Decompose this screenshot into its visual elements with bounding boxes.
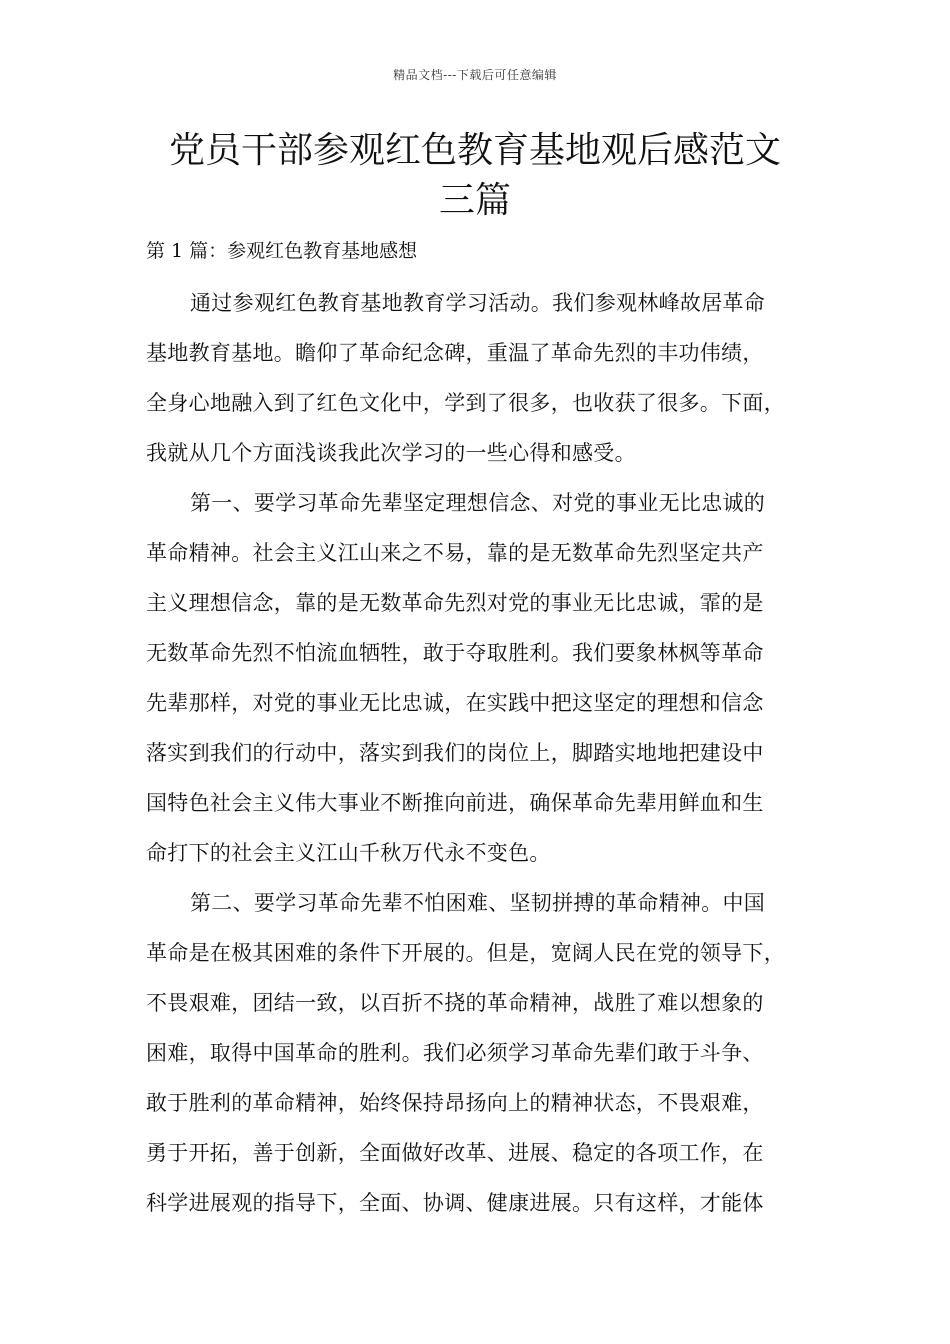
paragraph-line: 困难，取得中国革命的胜利。我们必须学习革命先辈们敢于斗争、 (146, 1041, 764, 1065)
section-heading: 第 1 篇：参观红色教育基地感想 (146, 240, 418, 262)
body-text (146, 278, 818, 1228)
paragraph-line: 无数革命先烈不怕流血牺牲，敢于夺取胜利。我们要象林枫等革命 (146, 641, 764, 665)
paragraph-line: 我就从几个方面浅谈我此次学习的一些心得和感受。 (146, 441, 636, 465)
title-line-1: 党员干部参观红色教育基地观后感范文 (168, 130, 781, 171)
paragraph-line: 先辈那样，对党的事业无比忠诚，在实践中把这坚定的理想和信念 (146, 691, 764, 715)
paragraph-line: 革命是在极其困难的条件下开展的。但是，宽阔人民在党的领导下， (146, 941, 785, 965)
paragraph-line: 国特色社会主义伟大事业不断推向前进，确保革命先辈用鲜血和生 (146, 791, 764, 815)
document-title (120, 126, 830, 226)
paragraph-line: 科学进展观的指导下，全面、协调、健康进展。只有这样，才能体 (146, 1191, 764, 1215)
paragraph-line: 敢于胜利的革命精神，始终保持昂扬向上的精神状态，不畏艰难， (146, 1091, 764, 1115)
paragraph-line: 基地教育基地。瞻仰了革命纪念碑，重温了革命先烈的丰功伟绩， (146, 341, 764, 365)
paragraph-line: 落实到我们的行动中，落实到我们的岗位上，脚踏实地地把建设中 (146, 741, 764, 765)
paragraph-line: 通过参观红色教育基地教育学习活动。我们参观林峰故居革命 (190, 291, 766, 315)
paragraph-line: 命打下的社会主义江山千秋万代永不变色。 (146, 841, 551, 865)
paragraph-line: 勇于开拓，善于创新，全面做好改革、进展、稳定的各项工作，在 (146, 1141, 764, 1165)
title-line-2: 三篇 (438, 180, 511, 221)
paragraph-line: 第二、要学习革命先辈不怕困难、坚韧拼搏的革命精神。中国 (190, 891, 766, 915)
paragraph-line: 革命精神。社会主义江山来之不易，靠的是无数革命先烈坚定共产 (146, 541, 764, 565)
paragraph-line: 主义理想信念，靠的是无数革命先烈对党的事业无比忠诚，霏的是 (146, 591, 764, 615)
paragraph-line: 不畏艰难，团结一致，以百折不挠的革命精神，战胜了难以想象的 (146, 991, 764, 1015)
paragraph-line: 第一、要学习革命先辈坚定理想信念、对党的事业无比忠诚的 (190, 491, 766, 515)
paragraph-line: 全身心地融入到了红色文化中，学到了很多，也收获了很多。下面， (146, 391, 785, 415)
header-note: 精品文档---下载后可任意编辑 (393, 68, 557, 82)
